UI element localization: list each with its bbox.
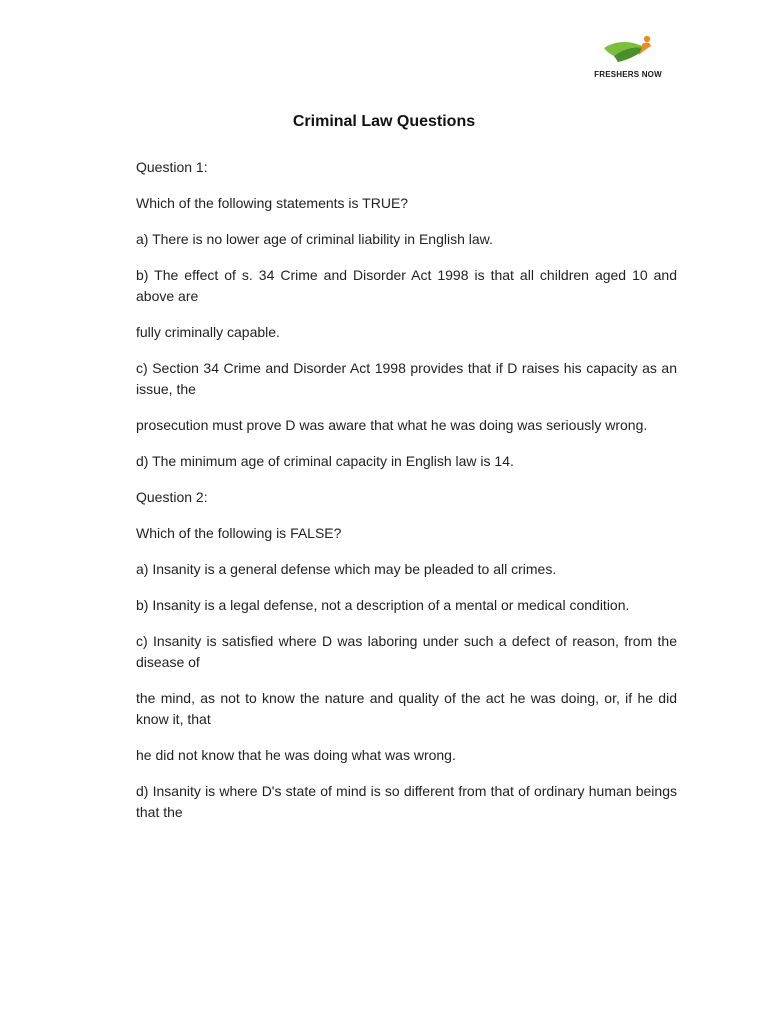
question-2-prompt: Which of the following is FALSE? [136,525,342,541]
question-1-option-a: a) There is no lower age of criminal liability in English law. [136,231,493,247]
question-1-heading: Question 1: [136,159,208,175]
document-body [136,157,677,838]
question-2-option-c-continued: the mind, as not to know the nature and quality of the act he was doing, or, if he did know it, that [136,690,677,727]
question-2-option-d: d) Insanity is where D's state of mind is so different from that of ordinary human beings that the [136,783,677,820]
question-1-prompt: Which of the following statements is TRUE? [136,195,409,211]
question-1-option-d: d) The minimum age of criminal capacity in English law is 14. [136,453,514,469]
freshers-now-logo-icon [602,34,654,68]
question-2-option-c-continued-2: he did not know that he was doing what was wrong. [136,747,456,763]
question-2-option-a: a) Insanity is a general defense which may be pleaded to all crimes. [136,561,557,577]
question-1-option-b: b) The effect of s. 34 Crime and Disorder Act 1998 is that all children aged 10 and above are [136,267,677,304]
brand-logo [590,34,666,82]
logo-wordmark: FRESHERS NOW [594,70,662,79]
question-1-option-c-continued: prosecution must prove D was aware that what he was doing was seriously wrong. [136,417,648,433]
document-title: Criminal Law Questions [292,113,476,130]
question-2-option-c: c) Insanity is satisfied where D was laboring under such a defect of reason, from the disease of [136,633,677,670]
question-1-option-b-continued: fully criminally capable. [136,324,280,340]
question-2-option-b: b) Insanity is a legal defense, not a description of a mental or medical condition. [136,597,630,613]
question-2-heading: Question 2: [136,489,208,505]
question-1-option-c: c) Section 34 Crime and Disorder Act 1998 provides that if D raises his capacity as an issue, the [136,360,677,397]
